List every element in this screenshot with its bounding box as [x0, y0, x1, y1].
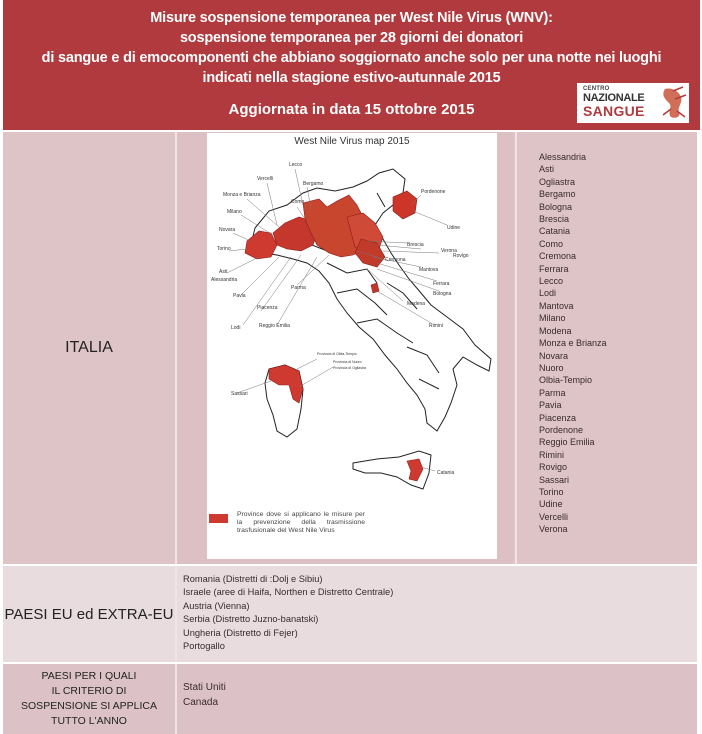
- province-item: Cremona: [539, 251, 577, 262]
- table-row-eu: [3, 566, 697, 662]
- province-item: Asti: [539, 164, 555, 175]
- province-list: [539, 151, 607, 536]
- country-item: Canada: [183, 697, 219, 708]
- svg-text:Lecco: Lecco: [289, 162, 303, 168]
- country-item: Israele (aree di Haifa, Northen e Distretto Centrale): [183, 587, 394, 598]
- update-date: Aggiornata in data 15 ottobre 2015: [228, 101, 475, 118]
- province-item: Modena: [539, 325, 572, 336]
- svg-text:Rimini: Rimini: [429, 323, 443, 329]
- svg-text:Parma: Parma: [291, 285, 306, 291]
- header-title-line: Misure sospensione temporanea per West Nile Virus (WNV):: [150, 10, 553, 26]
- logo-figure-icon: [659, 85, 687, 121]
- map-title: West Nile Virus map 2015: [294, 136, 410, 147]
- svg-text:Pavia: Pavia: [233, 293, 246, 299]
- logo-line-3: SANGUE: [583, 103, 645, 119]
- country-item: Romania (Distretti di :Dolj e Sibiu): [183, 574, 323, 584]
- table-row-all-year: [3, 664, 697, 734]
- svg-text:Como: Como: [291, 199, 305, 205]
- province-item: Vercelli: [539, 511, 569, 522]
- header-title-line: indicati nella stagione estivo-autunnale 2015: [202, 70, 501, 86]
- all-year-country-list: [183, 680, 226, 710]
- svg-text:Provincia di Olbia-Tempio: Provincia di Olbia-Tempio: [317, 352, 357, 356]
- svg-text:Provincia di Nuoro: Provincia di Nuoro: [333, 360, 362, 364]
- centro-nazionale-sangue-logo: [577, 83, 689, 123]
- svg-text:Pordenone: Pordenone: [421, 189, 446, 195]
- west-nile-map: [207, 133, 497, 559]
- logo-line-2: NAZIONALE: [583, 92, 645, 104]
- svg-text:Provincia di Ogliastra: Provincia di Ogliastra: [333, 366, 367, 370]
- svg-text:Verona: Verona: [441, 248, 457, 254]
- province-item: Ferrara: [539, 263, 569, 274]
- province-item: Lecco: [539, 276, 564, 287]
- svg-text:Sassari: Sassari: [231, 391, 248, 397]
- svg-text:Catania: Catania: [437, 470, 455, 476]
- row-label-all-year: [3, 664, 177, 734]
- svg-text:Alessandria: Alessandria: [211, 277, 238, 283]
- province-item: Lodi: [539, 288, 557, 299]
- legend-text: Province dove si applicano le misure per la prevenzione della trasmissione trasfusionale del West Nile Virus: [237, 511, 365, 534]
- province-item: Novara: [539, 350, 569, 361]
- legend-swatch: [209, 514, 228, 523]
- svg-text:Lodi: Lodi: [231, 325, 241, 331]
- province-item: Alessandria: [539, 152, 587, 162]
- map-cell: [177, 132, 513, 564]
- svg-text:Rovigo: Rovigo: [453, 253, 469, 259]
- province-item: Pordenone: [539, 424, 584, 435]
- country-item: Ungheria (Distretto di Fejer): [183, 627, 298, 638]
- eu-countries-cell: [177, 566, 697, 662]
- province-item: Milano: [539, 313, 566, 324]
- eu-country-list: [183, 573, 393, 653]
- province-item: Como: [539, 238, 564, 249]
- province-item: Catania: [539, 226, 571, 237]
- all-year-countries-cell: [177, 664, 697, 734]
- svg-text:Bergamo: Bergamo: [303, 181, 324, 187]
- province-item: Torino: [539, 486, 564, 497]
- svg-text:Vercelli: Vercelli: [257, 176, 274, 182]
- svg-text:Udine: Udine: [447, 225, 461, 231]
- province-item: Parma: [539, 387, 566, 398]
- header-title-line: sospensione temporanea per 28 giorni dei donatori: [179, 30, 524, 46]
- province-list-cell: [515, 132, 699, 564]
- province-item: Sassari: [539, 474, 570, 485]
- province-item: Brescia: [539, 214, 570, 225]
- logo-line-1: CENTRO: [583, 86, 610, 92]
- label-line: TUTTO L'ANNO: [51, 715, 127, 727]
- province-item: Nuoro: [539, 362, 564, 373]
- province-item: Ogliastra: [539, 176, 576, 187]
- svg-text:Novara: Novara: [219, 227, 236, 233]
- row-label-eu: PAESI EU ed EXTRA-EU: [3, 566, 177, 662]
- label-line: PAESI PER I QUALI: [41, 670, 137, 682]
- province-item: Reggio Emilia: [539, 437, 595, 448]
- country-item: Serbia (Distretto Juzno-banatski): [183, 614, 319, 625]
- province-item: Udine: [539, 499, 563, 510]
- svg-text:Monza e Brianza: Monza e Brianza: [223, 192, 261, 198]
- province-item: Verona: [539, 524, 568, 535]
- province-item: Piacenza: [539, 412, 577, 423]
- svg-text:Modena: Modena: [407, 301, 426, 307]
- svg-text:Ferrara: Ferrara: [433, 281, 450, 287]
- label-line: SOSPENSIONE SI APPLICA: [21, 700, 157, 712]
- svg-text:Milano: Milano: [227, 209, 242, 215]
- row-label-italia: ITALIA: [3, 132, 177, 564]
- country-item: Portogallo: [183, 641, 225, 652]
- province-item: Rovigo: [539, 462, 568, 473]
- svg-text:Asti: Asti: [219, 269, 228, 275]
- province-item: Pavia: [539, 400, 562, 411]
- svg-text:Reggio Emilia: Reggio Emilia: [259, 323, 290, 329]
- country-item: Stati Uniti: [183, 682, 226, 693]
- svg-text:Piacenza: Piacenza: [257, 305, 278, 311]
- svg-text:Cremona: Cremona: [385, 257, 406, 263]
- table-row-italia: [3, 132, 697, 564]
- italy-map-graphic: [207, 133, 497, 559]
- label-line: IL CRITERIO DI: [51, 685, 127, 697]
- header-title-line: di sangue e di emocomponenti che abbiano soggiornato anche solo per una notte nei luoghi: [41, 50, 662, 66]
- svg-text:Torino: Torino: [217, 246, 231, 252]
- svg-text:Brescia: Brescia: [407, 242, 424, 248]
- province-item: Olbia-Tempio: [539, 375, 593, 386]
- province-item: Rimini: [539, 449, 565, 460]
- country-item: Austria (Vienna): [183, 600, 250, 611]
- province-item: Bergamo: [539, 189, 576, 200]
- province-item: Mantova: [539, 300, 574, 311]
- province-item: Bologna: [539, 201, 573, 212]
- svg-text:Bologna: Bologna: [433, 291, 452, 297]
- svg-text:Mantova: Mantova: [419, 267, 439, 273]
- province-item: Monza e Brianza: [539, 338, 607, 349]
